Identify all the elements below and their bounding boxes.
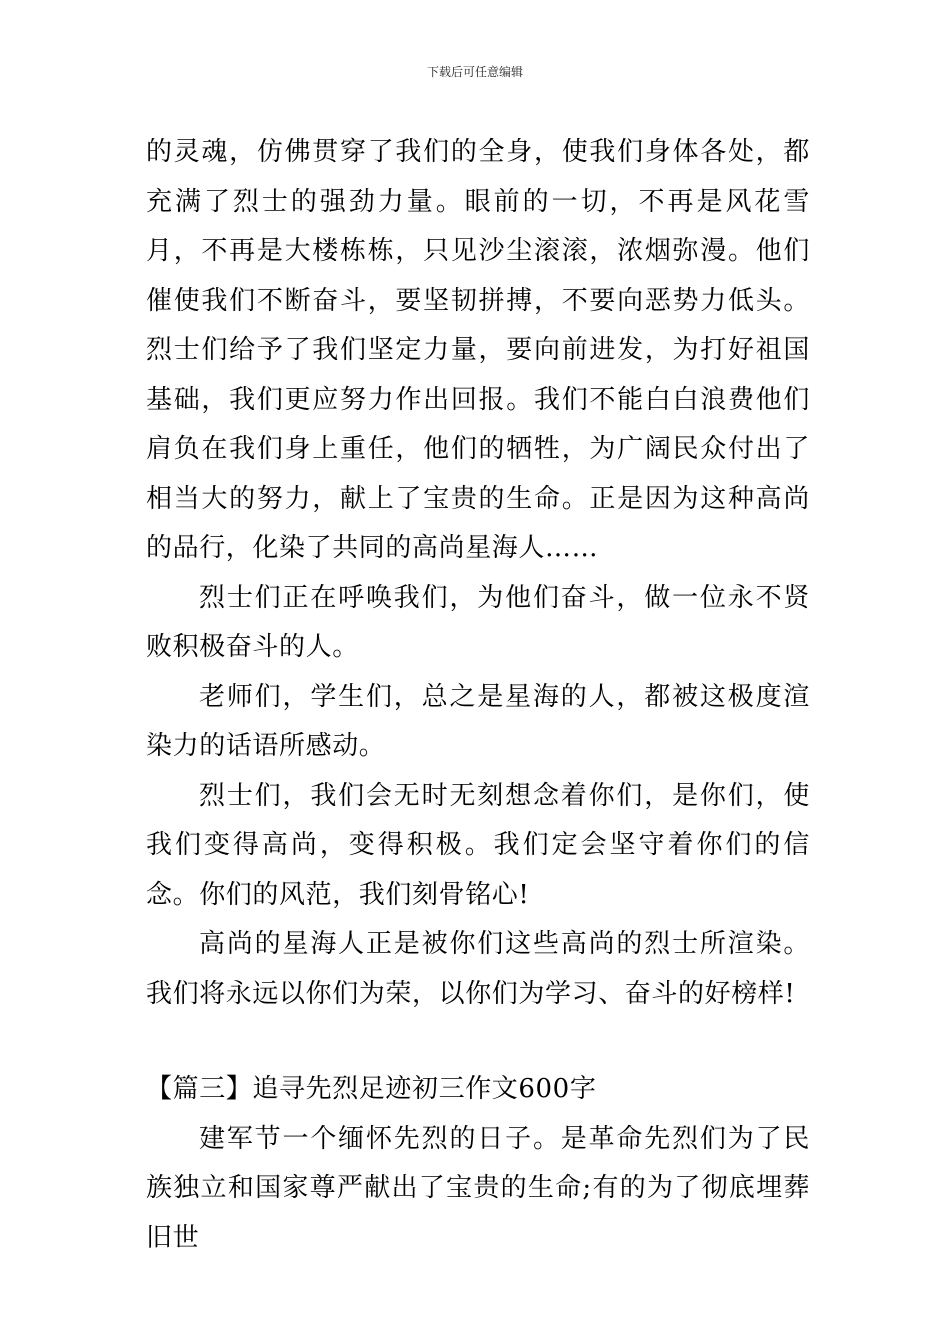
paragraph-5: 高尚的星海人正是被你们这些高尚的烈士所渲染。我们将永远以你们为荣，以你们为学习、奋斗的好榜样! [146, 929, 810, 1009]
section-title: 【篇三】追寻先烈足迹初三作文600字 [146, 1074, 597, 1104]
paragraph-1: 的灵魂，仿佛贯穿了我们的全身，使我们身体各处，都充满了烈士的强劲力量。眼前的一切，不再是风花雪月，不再是大楼栋栋，只见沙尘滚滚，浓烟弥漫。他们催使我们不断奋斗，要坚韧拼搏，不要向恶势力低头。烈士们给予了我们坚定力量，要向前进发，为打好祖国基础，我们更应努力作出回报。我们不能白白浪费他们肩负在我们身上重任，他们的牺牲，为广阔民众付出了相当大的努力，献上了宝贵的生命。正是因为这种高尚的品行，化染了共同的高尚星海人…… [146, 137, 810, 563]
paragraph-4: 烈士们，我们会无时无刻想念着你们，是你们，使我们变得高尚，变得积极。我们定会坚守着你们的信念。你们的风范，我们刻骨铭心! [146, 780, 810, 910]
paragraph-2: 烈士们正在呼唤我们，为他们奋斗，做一位永不贤败积极奋斗的人。 [146, 582, 810, 662]
section-paragraph-1: 建军节一个缅怀先烈的日子。是革命先烈们为了民族独立和国家尊严献出了宝贵的生命;有的为了彻底埋葬旧世 [146, 1123, 810, 1253]
page-header: 下载后可任意编辑 [426, 65, 523, 79]
document-body [146, 128, 810, 1263]
paragraph-3: 老师们，学生们，总之是星海的人，都被这极度渲染力的话语所感动。 [146, 681, 810, 761]
